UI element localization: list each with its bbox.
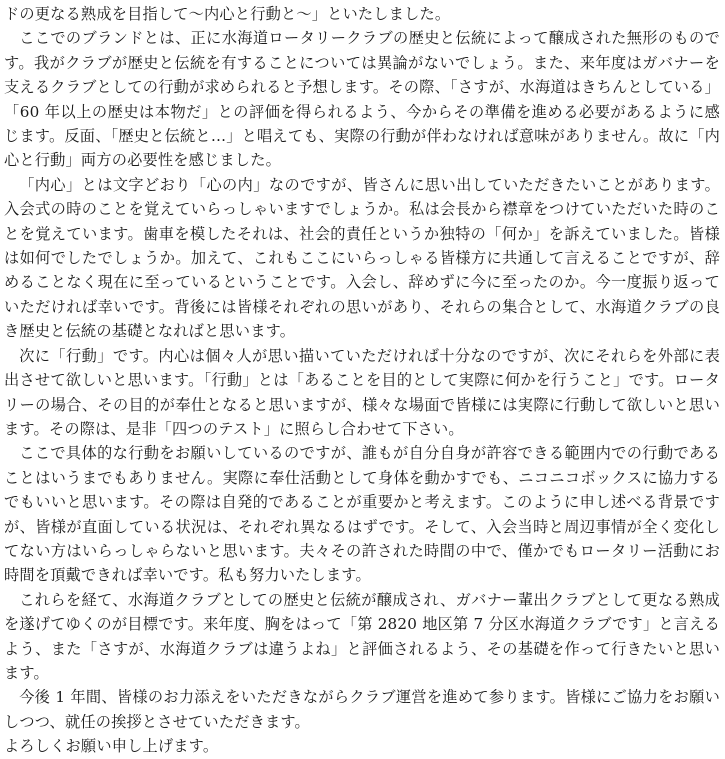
- paragraph-concrete-action: ここで具体的な行動をお願いしているのですが、誰もが自分自身が許容できる範囲内での行動であることはいうまでもありません。実際に奉仕活動として身体を動かすでも、ニコニコボックスに協力するでもいいと思います。その際は自発的であることが重要かと考えます。このように申し述べる背景ですが、皆様が直面している状況は、それぞれ異なるはずです。そして、入会当時と周辺事情が全く変化してない方はいらっしゃらないと思います。夫々その許された時間の中で、僅かでもロータリー活動にお時間を頂戴できれば幸いです。私も努力いたします。: [4, 444, 720, 585]
- paragraph-closing: 今後 1 年間、皆様のお力添えをいただきながらクラブ運営を進めて参ります。皆様にご協力をお願いしつつ、就任の挨拶とさせていただきます。: [4, 688, 720, 731]
- paragraph-regards: よろしくお願い申し上げます。: [4, 737, 219, 756]
- paragraph-theme-continuation: ドの更なる熟成を目指して～内心と行動と～」といたしました。: [4, 5, 451, 23]
- paragraph-goal: これらを経て、水海道クラブとしての歴史と伝統が醸成され、ガバナー輩出クラブとして更なる熟成を遂げてゆくのが目標です。来年度、胸をはって「第 2820 地区第 7 分区水海道クラブです」と言えるよう、また「さすが、水海道クラブは違うよね」と評価されるよう、その基礎を作って行きたいと思います。: [4, 590, 720, 682]
- paragraph-brand: ここでのブランドとは、正に水海道ロータリークラブの歴史と伝統によって醸成された無形のものです。我がクラブが歴史と伝統を有することについては異論がないでしょう。また、来年度はガバナーを支えるクラブとしての行動が求められると予想します。その際、「さすが、水海道はきちんとしている」「60 年以上の歴史は本物だ」との評価を得られるよう、今からその準備を進める必要があるように感じます。反面、「歴史と伝統と…」と唱えても、実際の行動が伴わなければ意味がありません。故に「内心と行動」両方の必要性を感じました。: [4, 29, 720, 170]
- paragraph-action: 次に「行動」です。内心は個々人が思い描いていただければ十分なのですが、次にそれらを外部に表出させて欲しいと思います。「行動」とは「あることを目的として実際に何かを行うこと」です。ロータリーの場合、その目的が奉仕となると思いますが、様々な場面で皆様には実際に行動して欲しいと思います。その際は、是非「四つのテスト」に照らし合わせて下さい。: [4, 346, 720, 438]
- document-body: [4, 2, 720, 759]
- paragraph-inner-heart: 「内心」とは文字どおり「心の内」なのですが、皆さんに思い出していただきたいことがあります。入会式の時のことを覚えていらっしゃいますでしょうか。私は会長から襟章をつけていただいた時のことを覚えています。歯車を模したそれは、社会的責任というか独特の「何か」を訴えていました。皆様は如何でしたでしょうか。加えて、これもここにいらっしゃる皆様方に共通して言えることですが、辞めることなく現在に至っているということです。入会し、辞めずに今に至ったのか。今一度振り返っていただければ幸いです。背後には皆様それぞれの思いがあり、それらの集合として、水海道クラブの良き歴史と伝統の基礎となればと思います。: [4, 175, 720, 341]
